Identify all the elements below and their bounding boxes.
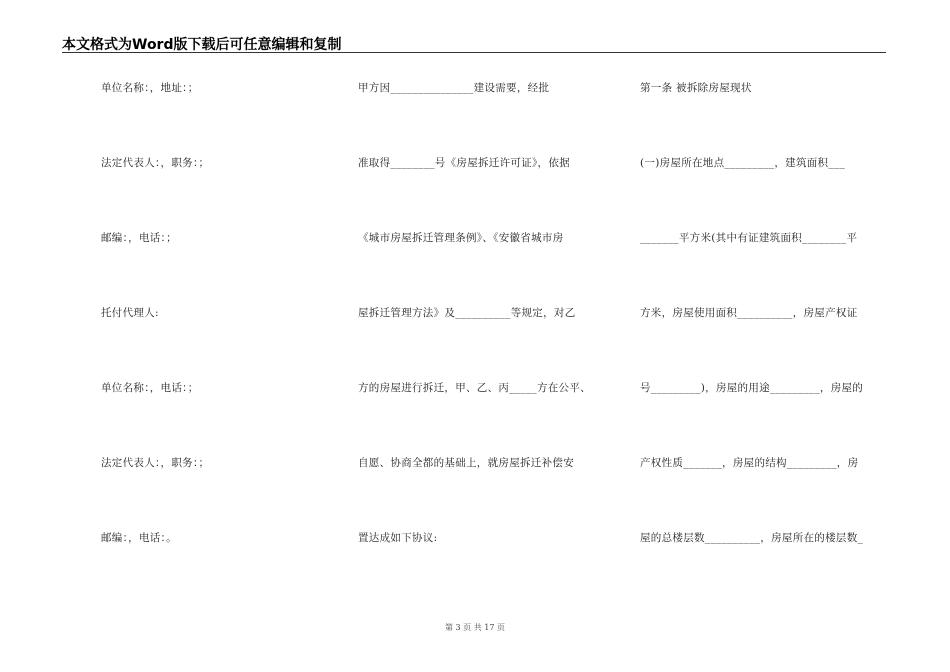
text-line: 屋的总楼层数__________，房屋所在的楼层数_ [640, 532, 864, 544]
text-line: 第一条 被拆除房屋现状 [640, 82, 752, 94]
text-line: 法定代表人：，职务：； [101, 157, 210, 169]
text-line: 屋拆迁管理方法》及__________等规定，对乙 [358, 307, 576, 319]
text-line: 置达成如下协议: [358, 532, 438, 544]
text-line: 方米，房屋使用面积__________，房屋产权证 [640, 307, 858, 319]
text-line: 邮编：，电话：； [101, 232, 177, 244]
text-line: 托付代理人: [101, 307, 159, 319]
text-line: 准取得________号《房屋拆迁许可证》，依据 [358, 157, 570, 169]
document-header [62, 30, 886, 53]
text-line: 号_________)，房屋的用途_________，房屋的 [640, 382, 864, 394]
text-line: 方的房屋进行拆迁，甲、乙、丙_____方在公平、 [358, 382, 591, 394]
text-line: 产权性质_______，房屋的结构_________，房 [640, 457, 859, 469]
header-title: 本文格式为Word版下载后可任意编辑和复制 [62, 37, 342, 53]
text-line: 《城市房屋拆迁管理条例》、《安徽省城市房 [358, 232, 564, 244]
text-line: 自愿、协商全都的基础上，就房屋拆迁补偿安 [358, 457, 574, 469]
page-number: 第 3 页 共 17 页 [445, 623, 505, 632]
text-line: 法定代表人：，职务：； [101, 457, 210, 469]
text-line: _______平方米(其中有证建筑面积________平 [640, 232, 858, 244]
text-line: 甲方因_______________建设需要，经批 [358, 82, 550, 94]
text-line: 单位名称：，电话：； [101, 382, 199, 394]
text-line: 邮编：，电话：。 [101, 532, 177, 544]
text-line: 单位名称：，地址：； [101, 82, 199, 94]
text-line: (一)房屋所在地点_________，建筑面积___ [640, 157, 845, 169]
